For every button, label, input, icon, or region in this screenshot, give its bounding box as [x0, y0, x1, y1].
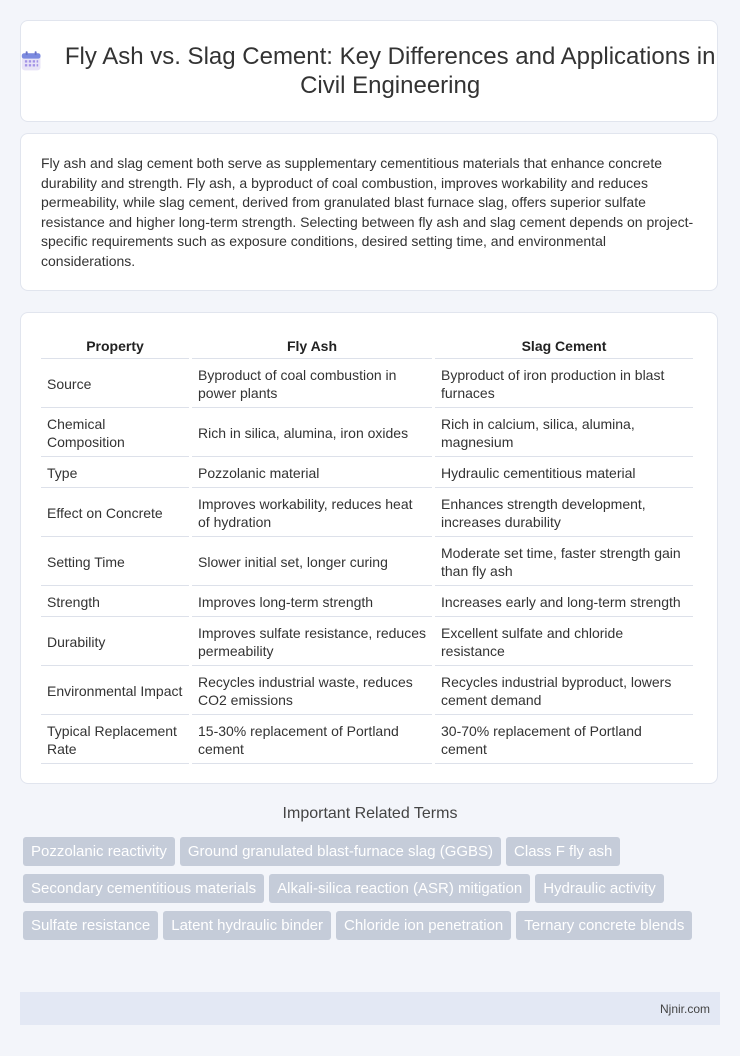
header-property: Property — [41, 333, 189, 359]
property-cell: Chemical Composition — [41, 408, 189, 457]
term-tag[interactable]: Pozzolanic reactivity — [23, 837, 175, 866]
slag-cement-cell: Hydraulic cementitious material — [435, 457, 693, 488]
page-title: Fly Ash vs. Slag Cement: Key Differences and Applications in Civil Engineering — [64, 43, 716, 99]
slag-cement-cell: Enhances strength development, increases durability — [435, 488, 693, 537]
term-tag[interactable]: Ground granulated blast-furnace slag (GGBS) — [180, 837, 501, 866]
title-card — [20, 20, 718, 122]
property-cell: Environmental Impact — [41, 666, 189, 715]
slag-cement-cell: Byproduct of iron production in blast furnaces — [435, 359, 693, 408]
table-row — [41, 666, 693, 715]
slag-cement-cell: Rich in calcium, silica, alumina, magnesium — [435, 408, 693, 457]
table-row — [41, 586, 693, 617]
slag-cement-cell: Excellent sulfate and chloride resistance — [435, 617, 693, 666]
term-tag[interactable]: Sulfate resistance — [23, 911, 158, 940]
slag-cement-cell: Recycles industrial byproduct, lowers cement demand — [435, 666, 693, 715]
fly-ash-cell: Rich in silica, alumina, iron oxides — [192, 408, 432, 457]
related-terms-list — [23, 837, 723, 948]
term-tag[interactable]: Latent hydraulic binder — [163, 911, 331, 940]
calendar-icon — [21, 48, 41, 74]
term-tag[interactable]: Ternary concrete blends — [516, 911, 692, 940]
slag-cement-cell: 30-70% replacement of Portland cement — [435, 715, 693, 764]
table-header-row — [41, 333, 693, 359]
term-tag[interactable]: Hydraulic activity — [535, 874, 664, 903]
fly-ash-cell: Slower initial set, longer curing — [192, 537, 432, 586]
intro-paragraph: Fly ash and slag cement both serve as supplementary cementitious materials that enhance concrete durability and strength. Fly ash, a byproduct of coal combustion, improves workability and reduces permeability, while slag cement, derived from granulated blast furnace slag, offers superior sulfate resistance and higher long-term strength. Selecting between fly ash and slag cement depends on project-specific requirements such as exposure conditions, desired setting time, and environmental considerations. — [41, 155, 694, 269]
table-row — [41, 715, 693, 764]
table-row — [41, 359, 693, 408]
fly-ash-cell: Improves long-term strength — [192, 586, 432, 617]
comparison-table — [38, 333, 696, 764]
fly-ash-cell: Pozzolanic material — [192, 457, 432, 488]
slag-cement-cell: Moderate set time, faster strength gain than fly ash — [435, 537, 693, 586]
table-row — [41, 408, 693, 457]
property-cell: Effect on Concrete — [41, 488, 189, 537]
term-tag[interactable]: Class F fly ash — [506, 837, 620, 866]
fly-ash-cell: 15-30% replacement of Portland cement — [192, 715, 432, 764]
term-tag[interactable]: Secondary cementitious materials — [23, 874, 264, 903]
footer — [20, 992, 720, 1025]
header-slag-cement: Slag Cement — [435, 333, 693, 359]
table-row — [41, 537, 693, 586]
property-cell: Typical Replacement Rate — [41, 715, 189, 764]
header-fly-ash: Fly Ash — [192, 333, 432, 359]
fly-ash-cell: Recycles industrial waste, reduces CO2 emissions — [192, 666, 432, 715]
intro-card — [20, 133, 718, 291]
table-row — [41, 617, 693, 666]
table-row — [41, 488, 693, 537]
term-tag[interactable]: Chloride ion penetration — [336, 911, 511, 940]
term-tag[interactable]: Alkali-silica reaction (ASR) mitigation — [269, 874, 530, 903]
related-terms-heading: Important Related Terms — [282, 805, 458, 822]
property-cell: Setting Time — [41, 537, 189, 586]
property-cell: Type — [41, 457, 189, 488]
fly-ash-cell: Byproduct of coal combustion in power plants — [192, 359, 432, 408]
property-cell: Strength — [41, 586, 189, 617]
slag-cement-cell: Increases early and long-term strength — [435, 586, 693, 617]
property-cell: Source — [41, 359, 189, 408]
footer-source[interactable]: Njnir.com — [659, 1001, 710, 1016]
table-row — [41, 457, 693, 488]
comparison-card — [20, 312, 718, 784]
fly-ash-cell: Improves workability, reduces heat of hydration — [192, 488, 432, 537]
fly-ash-cell: Improves sulfate resistance, reduces permeability — [192, 617, 432, 666]
property-cell: Durability — [41, 617, 189, 666]
